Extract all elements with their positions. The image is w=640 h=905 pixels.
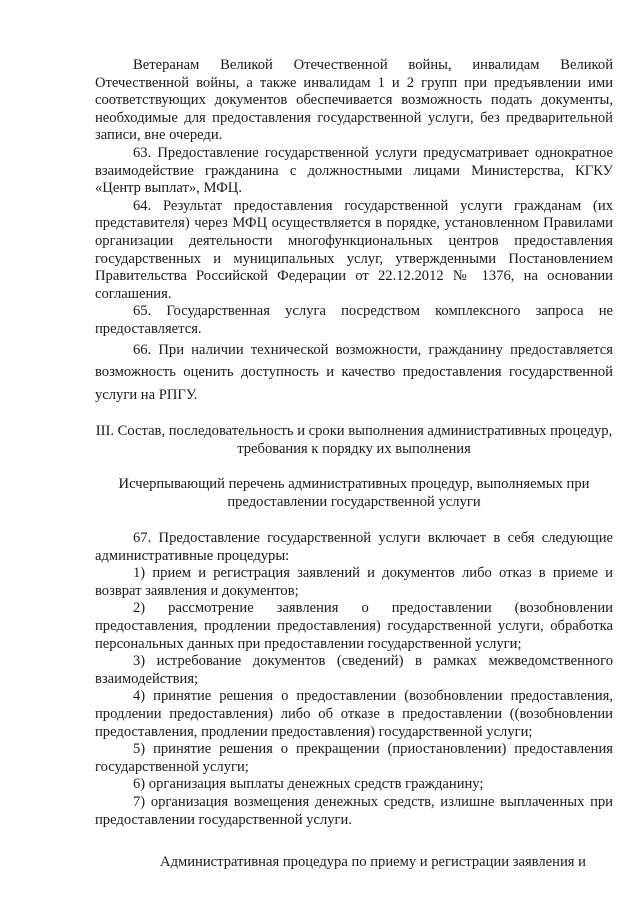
closing-heading: Административная процедура по приему и регистрации заявления и <box>160 854 586 871</box>
paragraph-64: 64. Результат предоставления государственной услуги гражданам (их представителя) через МФЦ осуществляется в порядке, установленном Правилами организации деятельности многофункциональных центров предоставления государственных и муниципальных услуг, утвержденными Постановлением Правительства Российской Федерации от 22.12.2012 № 1376, на основании соглашения. <box>95 197 613 302</box>
list-item-7: 7) организация возмещения денежных средств, излишне выплаченных при предоставлении государственной услуги. <box>95 793 613 828</box>
document-page <box>95 57 613 872</box>
list-item-1: 1) прием и регистрация заявлений и документов либо отказ в приеме и возврат заявления и документов; <box>95 565 613 599</box>
paragraph-63: 63. Предоставление государственной услуги предусматривает однократное взаимодействие гражданина с должностными лицами Министерства, КГКУ «Центр выплат», МФЦ. <box>95 144 613 197</box>
list-item-6: 6) организация выплаты денежных средств гражданину; <box>133 776 484 793</box>
list-item-3: 3) истребование документов (сведений) в рамках межведомственного взаимодействия; <box>95 653 613 687</box>
list-item-4: 4) принятие решения о предоставлении (возобновлении предоставления, продлении предоставления) либо об отказе в предоставлении ((возобновлении предоставления, продлении предоставления) государственной услуги; <box>95 688 613 740</box>
section-heading: III. Состав, последовательность и сроки выполнения административных процедур, требования к порядку их выполнения <box>95 423 613 457</box>
paragraph-65: 65. Государственная услуга посредством комплексного запроса не предоставляется. <box>95 303 613 337</box>
list-item-2: 2) рассмотрение заявления о предоставлении (возобновлении предоставления, продлении предоставления) государственной услуги, обработка персональных данных при предоставлении государственной услуги; <box>95 600 613 652</box>
paragraph-66: 66. При наличии технической возможности, гражданину предоставляется возможность оценить доступность и качество предоставления государственной услуги на РПГУ. <box>95 341 613 403</box>
subheading: Исчерпывающий перечень административных процедур, выполняемых при предоставлении государственной услуги <box>118 476 590 510</box>
list-item-5: 5) принятие решения о прекращении (приостановлении) предоставления государственной услуги; <box>95 741 613 775</box>
paragraph-67: 67. Предоставление государственной услуги включает в себя следующие административные процедуры: <box>95 530 613 564</box>
paragraph-veterans: Ветеранам Великой Отечественной войны, инвалидам Великой Отечественной войны, а также инвалидам 1 и 2 групп при предъявлении ими соответствующих документов обеспечивается возможность подать документы, необходимые для предоставления государственной услуги, без предварительной записи, вне очереди. <box>95 57 613 144</box>
